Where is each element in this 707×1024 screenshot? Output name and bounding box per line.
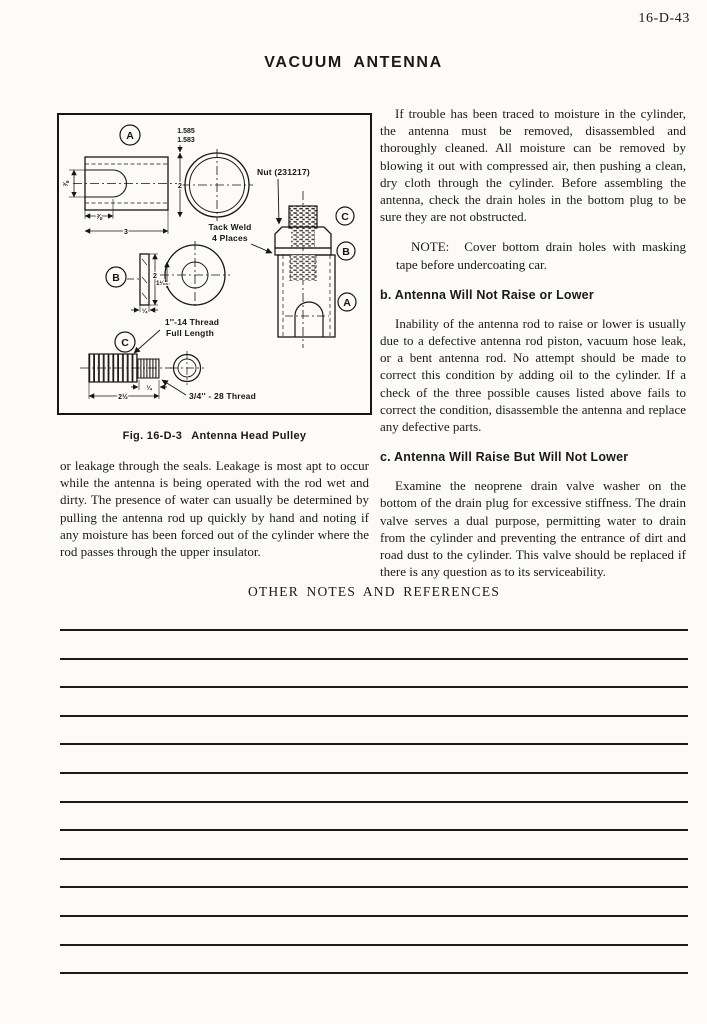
other-notes-heading: OTHER NOTES AND REFERENCES (247, 584, 501, 599)
ruled-line (60, 629, 688, 631)
figure-caption-number: Fig. 16-D-3 (122, 430, 183, 442)
figure-caption (57, 430, 372, 442)
paragraph-raise-not-lower: Examine the neoprene drain valve washer on the bottom of the drain plug for excessive stiffness. The drain valve serves a dual purpose, permitting water to drain from the cylinder and preventing the entrance of dirt and road dust to the cylinder. This valve should be replaced if there is any question as to its serviceability. (380, 478, 686, 580)
ruled-line (60, 801, 688, 803)
ruled-line (60, 915, 688, 917)
figure-antenna-head-pulley (57, 113, 372, 415)
callout-b-label: B (342, 246, 350, 258)
callout-a-label: A (126, 130, 134, 142)
dim-1-4-washer: ¼ (141, 308, 148, 315)
note-masking-tape (396, 238, 686, 272)
paragraph-leakage: or leakage through the seals. Leakage is most apt to occur while the antenna is being operated with the rod wet and dirty. The presence of water can usually be determined by pulling the antenna rod up quickly by hand and noting if any moisture has been forced out of the cylinder where the rod passes through the upper insulator. (60, 458, 369, 560)
nut-label: Nut (231217) (257, 167, 310, 177)
ruled-line (60, 944, 688, 946)
tack-weld-leader-arrow (251, 244, 272, 253)
dim-7-8-vertical: ⅞ (63, 181, 70, 187)
nut-leader-arrow (278, 179, 279, 224)
ruled-line (60, 772, 688, 774)
paragraph-not-raise-lower: Inability of the antenna rod to raise or lower is usually due to a defective antenna rod piston, vacuum hose leak, or a bent antenna rod. No attempt should be made to correct this condition by adding oil to the cylinder. If a check of the three possible causes listed above fails to correct the condition, disassemble the antenna and replace any defective parts. (380, 315, 686, 435)
page-title: VACUUM ANTENNA (264, 54, 443, 71)
dim-3: 3 (124, 229, 128, 236)
ruled-line (60, 886, 688, 888)
dim-2-end-view: 2 (178, 183, 182, 190)
dim-2-washer: 2 (153, 273, 157, 280)
part-a-side-view (69, 125, 177, 234)
section-heading-b: b. Antenna Will Not Raise or Lower (380, 287, 594, 302)
callout-c-label: C (121, 337, 129, 349)
thread-full-label-line2: Full Length (166, 328, 214, 338)
ruled-line (60, 743, 688, 745)
dim-2-5: 2½ (118, 394, 128, 401)
ruled-line (60, 829, 688, 831)
part-a-end-view (180, 145, 253, 221)
thread-full-leader-arrow (134, 330, 160, 353)
assembly-stud (289, 206, 317, 228)
callout-b-label: B (112, 272, 120, 284)
callout-c-label: C (341, 211, 349, 223)
page-number: 16-D-43 (638, 11, 690, 26)
dim-1-1-16: 1¹⁄₁₆ (155, 280, 169, 287)
tack-weld-label-line1: Tack Weld (208, 222, 252, 232)
note-body: Cover bottom drain holes with masking tape before undercoating car. (396, 239, 686, 272)
tack-weld-label-line2: 4 Places (212, 233, 248, 243)
ruled-lines-area (60, 629, 688, 1001)
section-heading-c: c. Antenna Will Raise But Will Not Lower (380, 450, 629, 465)
callout-a-label: A (343, 297, 351, 309)
ruled-line (60, 658, 688, 660)
dim-1-4-stud: ¼ (146, 385, 152, 392)
figure-caption-title: Antenna Head Pulley (191, 430, 307, 442)
antenna-head-pulley-diagram (59, 115, 370, 413)
left-column (60, 457, 369, 560)
note-label: NOTE: (411, 239, 450, 255)
thread-quarter-label: 3/4'' - 28 Thread (189, 391, 256, 401)
dim-1585: 1.585 (177, 128, 195, 135)
ruled-line (60, 972, 688, 974)
paragraph-moisture: If trouble has been traced to moisture in the cylinder, the antenna must be removed, disassembled and thoroughly cleaned. All moisture can be removed by blowing it out with compressed air, then pushing a clean, dry cloth through the cylinder. Before assembling the antenna, check the drain holes in the bottom plug to be sure they are not obstructed. (380, 106, 686, 225)
dim-7-8-horizontal: ⅞ (96, 214, 102, 221)
right-column (380, 105, 686, 580)
part-b-end-view (160, 241, 230, 309)
ruled-line (60, 715, 688, 717)
ruled-line (60, 686, 688, 688)
dim-1583: 1.583 (177, 137, 195, 144)
ruled-line (60, 858, 688, 860)
part-c-end-view (170, 351, 204, 385)
thread-quarter-leader-arrow (162, 380, 186, 395)
thread-full-label-line1: 1''-14 Thread (164, 317, 220, 327)
